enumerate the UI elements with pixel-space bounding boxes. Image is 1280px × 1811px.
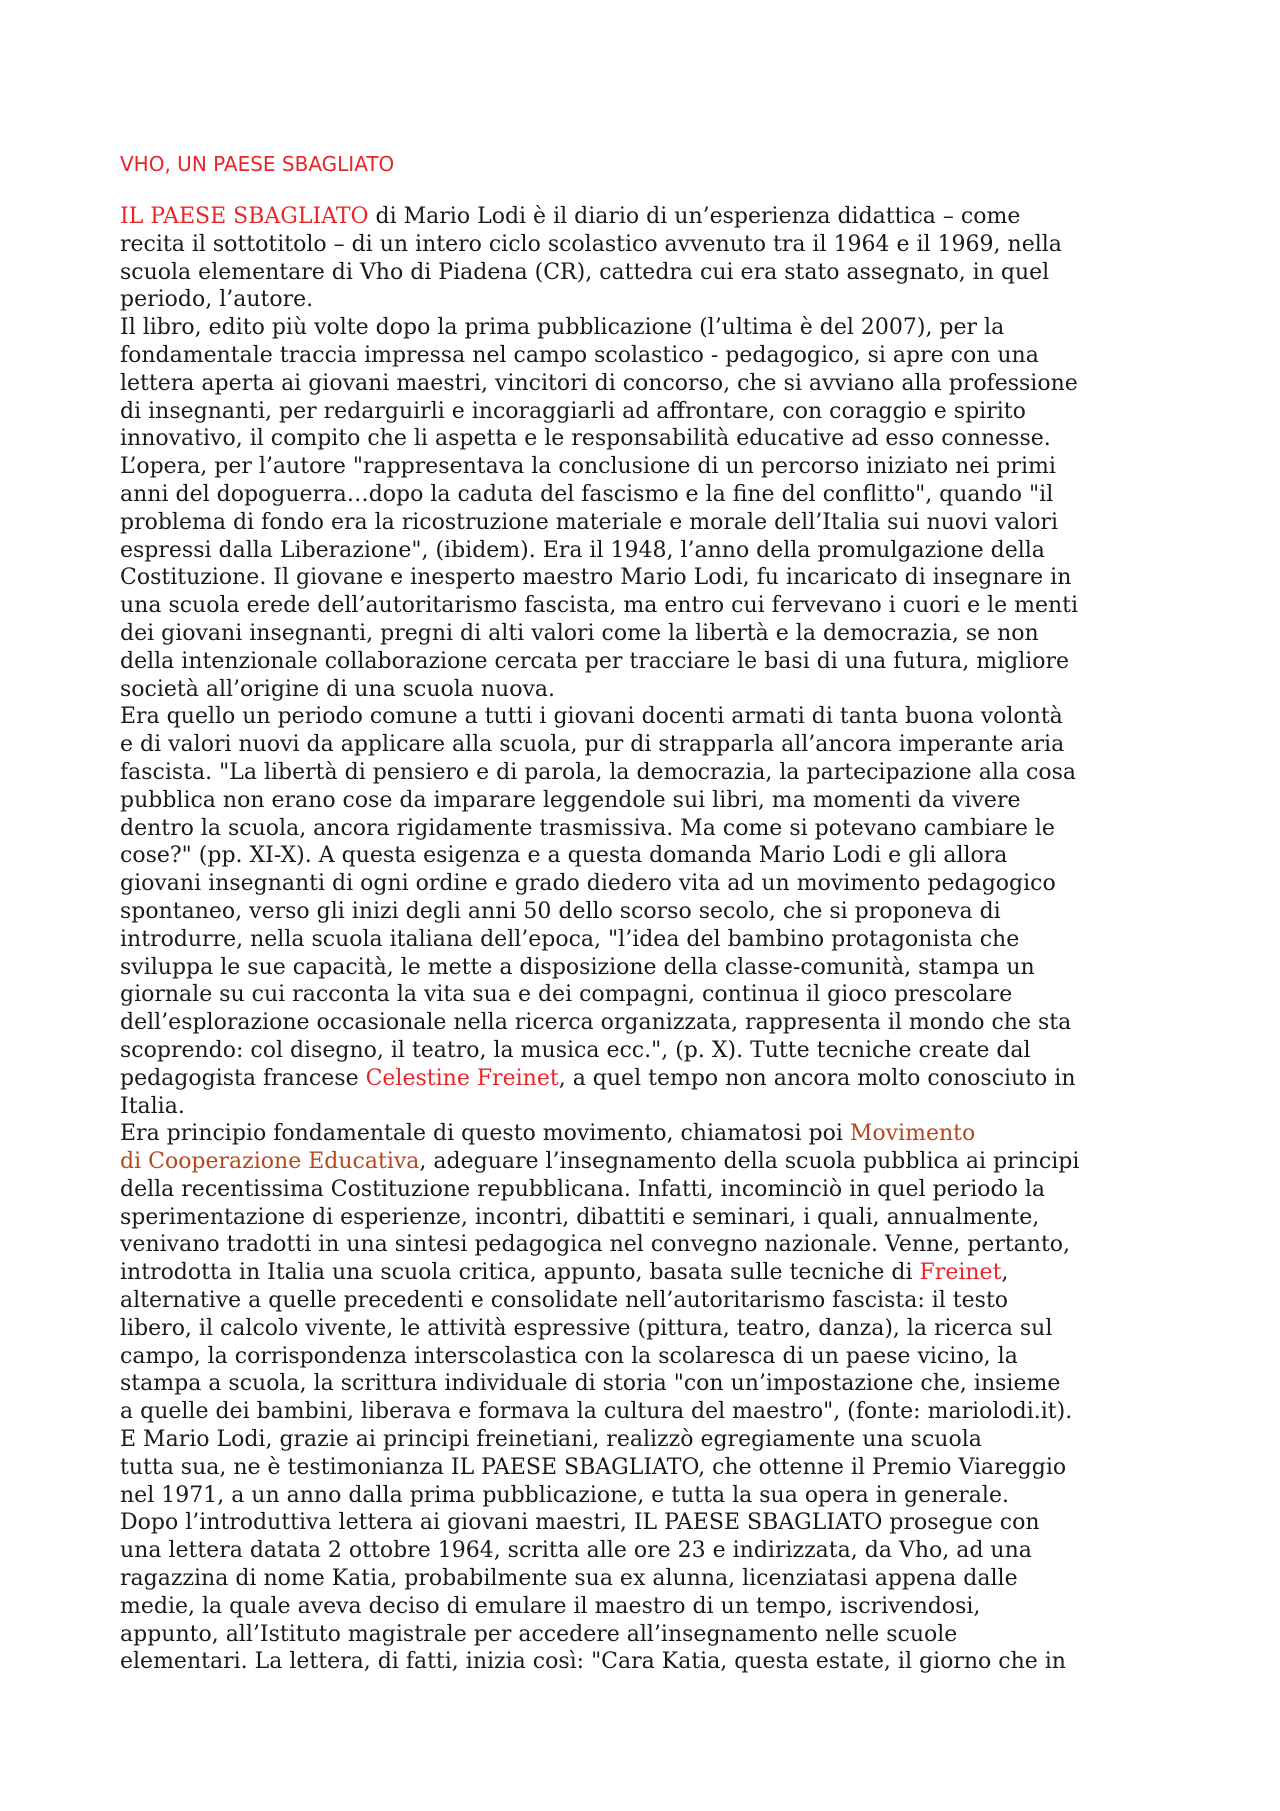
text-line xyxy=(120,481,1180,509)
text-run: di insegnanti, per redarguirli e incoraggiarli ad affrontare, con coraggio e spirito xyxy=(120,398,1026,424)
text-line xyxy=(120,731,1180,759)
text-line xyxy=(120,1621,1180,1649)
text-run: fondamentale traccia impressa nel campo scolastico - pedagogico, si apre con una xyxy=(120,342,1039,368)
text-run: , adeguare l’insegnamento della scuola pubblica ai principi xyxy=(419,1149,1080,1175)
text-line xyxy=(120,342,1180,370)
inline-link[interactable]: di Cooperazione Educativa xyxy=(120,1149,420,1175)
text-run: periodo, l’autore. xyxy=(120,287,314,313)
text-run: ragazzina di nome Katia, probabilmente sua ex alunna, licenziatasi appena dalle xyxy=(120,1566,1018,1592)
text-line xyxy=(120,1454,1180,1482)
text-line xyxy=(120,1065,1180,1093)
text-line xyxy=(120,1482,1180,1510)
text-line xyxy=(120,1287,1180,1315)
text-run: introdotta in Italia una scuola critica, appunto, basata sulle tecniche di xyxy=(120,1260,920,1286)
text-line xyxy=(120,1315,1180,1343)
text-run: medie, la quale aveva deciso di emulare il maestro di un tempo, iscrivendosi, xyxy=(120,1593,981,1619)
text-line xyxy=(120,1009,1180,1037)
text-run: spontaneo, verso gli inizi degli anni 50 dello scorso secolo, che si proponeva di xyxy=(120,898,1001,924)
text-run: L’opera, per l’autore "rappresentava la conclusione di un percorso iniziato nei primi xyxy=(120,454,1056,480)
text-line xyxy=(120,1565,1180,1593)
text-line xyxy=(120,981,1180,1009)
text-line xyxy=(120,676,1180,704)
text-line xyxy=(120,703,1180,731)
inline-link[interactable]: IL PAESE SBAGLIATO xyxy=(120,204,369,229)
text-line xyxy=(120,1204,1180,1232)
text-line xyxy=(120,1509,1180,1537)
text-line xyxy=(120,1120,1180,1148)
text-run: sviluppa le sue capacità, le mette a disposizione della classe-comunità, stampa un xyxy=(120,954,1035,980)
text-run: della recentissima Costituzione repubblicana. Infatti, incominciò in quel periodo la xyxy=(120,1176,1045,1202)
article-body xyxy=(120,203,1180,1676)
text-run: libero, il calcolo vivente, le attività espressive (pittura, teatro, danza), la ricerca sul xyxy=(120,1315,1053,1341)
text-run: problema di fondo era la ricostruzione materiale e morale dell’Italia sui nuovi valori xyxy=(120,509,1058,535)
text-run: innovativo, il compito che li aspetta e le responsabilità educative ad esso connesse. xyxy=(120,426,1051,452)
text-line xyxy=(120,1176,1180,1204)
text-run: Era principio fondamentale di questo movimento, chiamatosi poi xyxy=(120,1121,850,1147)
text-line xyxy=(120,1259,1180,1287)
text-run: E Mario Lodi, grazie ai principi freinetiani, realizzò egregiamente una scuola xyxy=(120,1427,982,1453)
text-line xyxy=(120,425,1180,453)
text-run: dentro la scuola, ancora rigidamente trasmissiva. Ma come si potevano cambiare le xyxy=(120,815,1055,841)
text-line xyxy=(120,564,1180,592)
text-run: giornale su cui racconta la vita sua e dei compagni, continua il gioco prescolare xyxy=(120,982,1013,1008)
text-line xyxy=(120,1093,1180,1121)
text-line xyxy=(120,314,1180,342)
document-page xyxy=(120,150,1180,1676)
text-run: della intenzionale collaborazione cercata per tracciare le basi di una futura, migliore xyxy=(120,648,1070,674)
text-run: scuola elementare di Vho di Piadena (CR), cattedra cui era stato assegnato, in quel xyxy=(120,259,1050,285)
page-title: VHO, UN PAESE SBAGLIATO xyxy=(120,152,395,176)
text-line xyxy=(120,620,1180,648)
text-line xyxy=(120,1426,1180,1454)
text-line xyxy=(120,1231,1180,1259)
text-run: alternative a quelle precedenti e consolidate nell’autoritarismo fascista: il testo xyxy=(120,1288,1009,1314)
text-run: venivano tradotti in una sintesi pedagogica nel convegno nazionale. Venne, pertanto, xyxy=(120,1232,1071,1258)
text-run: campo, la corrispondenza interscolastica con la scolaresca di un paese vicino, la xyxy=(120,1343,1018,1369)
text-line xyxy=(120,648,1180,676)
text-line xyxy=(120,1343,1180,1371)
text-run: società all’origine di una scuola nuova. xyxy=(120,676,555,702)
text-line xyxy=(120,842,1180,870)
text-line xyxy=(120,370,1180,398)
text-run: pedagogista francese xyxy=(120,1065,366,1091)
text-run: fascista. "La libertà di pensiero e di parola, la democrazia, la partecipazione alla cosa xyxy=(120,759,1076,785)
text-line xyxy=(120,286,1180,314)
text-run: lettera aperta ai giovani maestri, vincitori di concorso, che si avviano alla professione xyxy=(120,370,1078,396)
text-line xyxy=(120,787,1180,815)
text-run: espressi dalla Liberazione", (ibidem). Era il 1948, l’anno della promulgazione della xyxy=(120,537,1045,563)
text-run: a quelle dei bambini, liberava e formava la cultura del maestro", (fonte: mariolodi.it). xyxy=(120,1399,1073,1425)
text-run: appunto, all’Istituto magistrale per accedere all’insegnamento nelle scuole xyxy=(120,1621,958,1647)
text-line xyxy=(120,1370,1180,1398)
text-line xyxy=(120,1537,1180,1565)
text-line xyxy=(120,1648,1180,1676)
text-line xyxy=(120,259,1180,287)
text-run: dell’esplorazione occasionale nella ricerca organizzata, rappresenta il mondo che sta xyxy=(120,1010,1072,1036)
text-run: dei giovani insegnanti, pregni di alti valori come la libertà e la democrazia, se non xyxy=(120,620,1039,646)
text-line xyxy=(120,954,1180,982)
text-run: tutta sua, ne è testimonianza IL PAESE SBAGLIATO, che ottenne il Premio Viareggio xyxy=(120,1454,1067,1480)
inline-link[interactable]: Movimento xyxy=(849,1121,976,1147)
text-line xyxy=(120,231,1180,259)
text-run: scoprendo: col disegno, il teatro, la musica ecc.", (p. X). Tutte tecniche create dal xyxy=(120,1037,1031,1063)
text-run: Italia. xyxy=(120,1093,185,1119)
text-run: elementari. La lettera, di fatti, inizia così: "Cara Katia, questa estate, il giorno che in xyxy=(120,1649,1066,1675)
text-run: stampa a scuola, la scrittura individuale di storia "con un’impostazione che, insieme xyxy=(120,1371,1061,1397)
text-run: nel 1971, a un anno dalla prima pubblicazione, e tutta la sua opera in generale. xyxy=(120,1482,1009,1508)
text-run: anni del dopoguerra…dopo la caduta del fascismo e la fine del conflitto", quando "il xyxy=(120,481,1054,507)
text-run: pubblica non erano cose da imparare leggendole sui libri, ma momenti da vivere xyxy=(120,787,1021,813)
text-run: sperimentazione di esperienze, incontri, dibattiti e seminari, i quali, annualmente, xyxy=(120,1204,1040,1230)
text-line xyxy=(120,870,1180,898)
text-run: di Mario Lodi è il diario di un’esperienza didattica – come xyxy=(368,204,1021,229)
text-run: Costituzione. Il giovane e inesperto maestro Mario Lodi, fu incaricato di insegnare in xyxy=(120,565,1072,591)
text-line xyxy=(120,1037,1180,1065)
text-line xyxy=(120,1593,1180,1621)
text-run: Il libro, edito più volte dopo la prima pubblicazione (l’ultima è del 2007), per la xyxy=(120,315,1005,341)
text-run: , a quel tempo non ancora molto conosciuto in xyxy=(558,1065,1076,1091)
text-line xyxy=(120,453,1180,481)
text-line xyxy=(120,759,1180,787)
text-run: giovani insegnanti di ogni ordine e grado diedero vita ad un movimento pedagogico xyxy=(120,871,1056,897)
text-line xyxy=(120,898,1180,926)
text-line xyxy=(120,203,1180,231)
text-line xyxy=(120,1398,1180,1426)
text-line xyxy=(120,815,1180,843)
inline-link[interactable]: Freinet xyxy=(919,1260,1002,1286)
text-run: Dopo l’introduttiva lettera ai giovani maestri, IL PAESE SBAGLIATO prosegue con xyxy=(120,1510,1040,1536)
inline-link[interactable]: Celestine Freinet xyxy=(365,1065,559,1091)
text-line xyxy=(120,1148,1180,1176)
text-run: cose?" (pp. XI-X). A questa esigenza e a questa domanda Mario Lodi e gli allora xyxy=(120,843,1008,869)
text-run: recita il sottotitolo – di un intero ciclo scolastico avvenuto tra il 1964 e il 1969, nella xyxy=(120,231,1062,257)
text-run: , xyxy=(1001,1260,1009,1286)
text-line xyxy=(120,926,1180,954)
text-run: una lettera datata 2 ottobre 1964, scritta alle ore 23 e indirizzata, da Vho, ad una xyxy=(120,1538,1032,1564)
text-line xyxy=(120,537,1180,565)
text-run: una scuola erede dell’autoritarismo fascista, ma entro cui fervevano i cuori e le menti xyxy=(120,593,1079,619)
text-run: Era quello un periodo comune a tutti i giovani docenti armati di tanta buona volontà xyxy=(120,704,1063,730)
text-line xyxy=(120,592,1180,620)
text-run: introdurre, nella scuola italiana dell’epoca, "l’idea del bambino protagonista che xyxy=(120,926,1020,952)
text-line xyxy=(120,398,1180,426)
text-line xyxy=(120,509,1180,537)
text-run: e di valori nuovi da applicare alla scuola, pur di strapparla all’ancora imperante aria xyxy=(120,732,1065,758)
